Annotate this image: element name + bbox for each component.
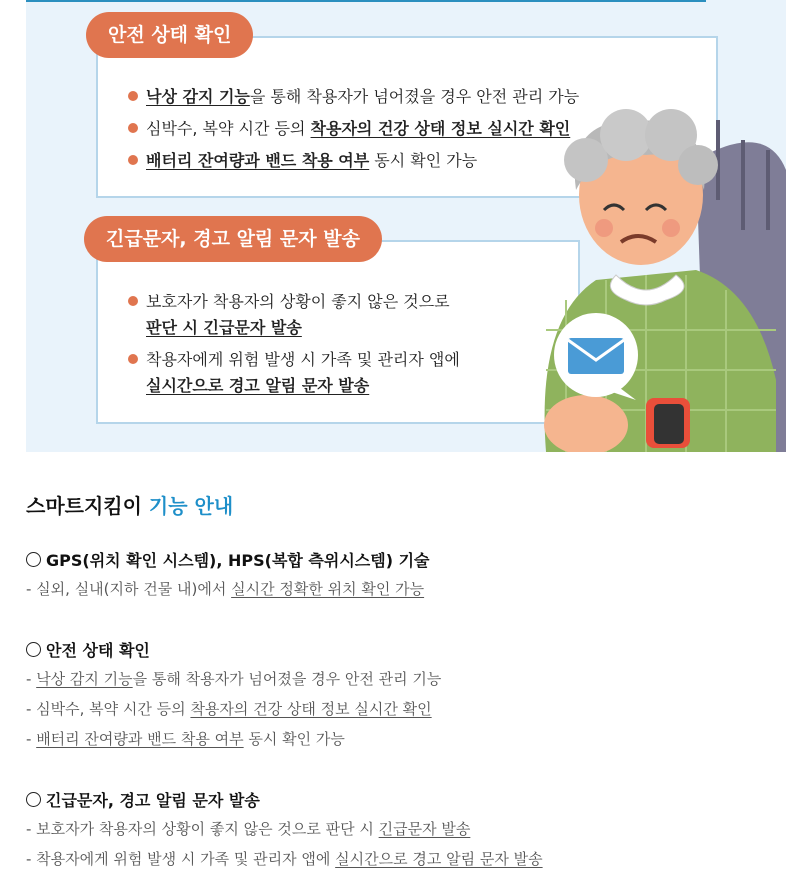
bullet-dot — [128, 123, 138, 133]
envelope-icon — [568, 338, 624, 374]
emergency-pill-title: 긴급문자, 경고 알림 문자 발송 — [84, 216, 382, 262]
guide-heading-emergency: 긴급문자, 경고 알림 문자 발송 — [26, 788, 260, 811]
guide-heading-safety: 안전 상태 확인 — [26, 638, 150, 661]
guide-title: 스마트지킴이 기능 안내 — [26, 494, 234, 518]
safety-bullet-2: 심박수, 복약 시간 등의 착용자의 건강 상태 정보 실시간 확인 — [128, 116, 570, 139]
circle-bullet-icon — [26, 792, 41, 807]
top-accent-line — [26, 0, 706, 2]
guide-line: - 보호자가 착용자의 상황이 좋지 않은 것으로 판단 시 긴급문자 발송 — [26, 820, 471, 838]
bullet-dot — [128, 91, 138, 101]
emergency-bullet-2-line2: 실시간으로 경고 알림 문자 발송 — [146, 376, 370, 395]
guide-line: - 배터리 잔여량과 밴드 착용 여부 동시 확인 가능 — [26, 730, 345, 748]
emergency-bullet-1: 보호자가 착용자의 상황이 좋지 않은 것으로 — [128, 289, 450, 312]
guide-line: - 실외, 실내(지하 건물 내)에서 실시간 정확한 위치 확인 가능 — [26, 580, 425, 598]
safety-bullet-1: 낙상 감지 기능을 통해 착용자가 넘어졌을 경우 안전 관리 가능 — [128, 84, 579, 107]
bullet-dot — [128, 296, 138, 306]
safety-bullet-3: 배터리 잔여량과 밴드 착용 여부 동시 확인 가능 — [128, 148, 477, 171]
feature-banner — [26, 0, 786, 452]
bullet-dot — [128, 155, 138, 165]
guide-line: - 심박수, 복약 시간 등의 착용자의 건강 상태 정보 실시간 확인 — [26, 700, 432, 718]
guide-line: - 착용자에게 위험 발생 시 가족 및 관리자 앱에 실시간으로 경고 알림 문자 발송 — [26, 850, 543, 868]
guide-heading-gps: GPS(위치 확인 시스템), HPS(복합 측위시스템) 기술 — [26, 548, 430, 571]
circle-bullet-icon — [26, 642, 41, 657]
bullet-dot — [128, 354, 138, 364]
emergency-bullet-2: 착용자에게 위험 발생 시 가족 및 관리자 앱에 — [128, 347, 460, 370]
circle-bullet-icon — [26, 552, 41, 567]
safety-pill-title: 안전 상태 확인 — [86, 12, 253, 58]
emergency-bullet-1-line2: 판단 시 긴급문자 발송 — [146, 318, 302, 337]
elderly-person-with-smartwatch-icon — [526, 80, 786, 452]
guide-line: - 낙상 감지 기능을 통해 착용자가 넘어졌을 경우 안전 관리 기능 — [26, 670, 442, 688]
